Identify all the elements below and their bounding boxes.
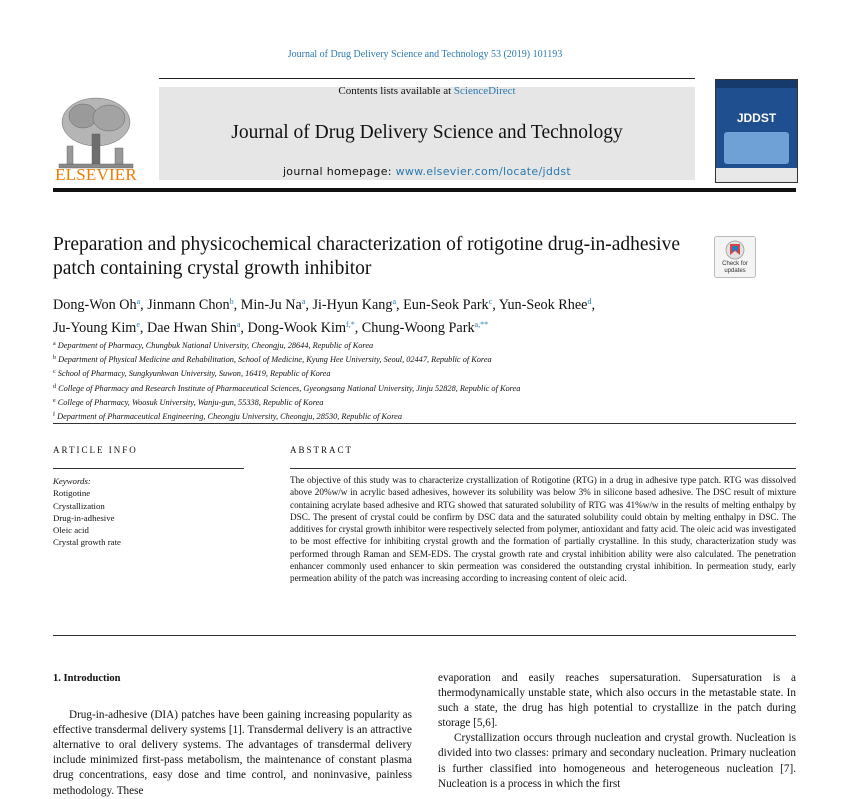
journal-homepage-line — [159, 165, 695, 178]
author[interactable]: Dae Hwan Shin$^a$ — [146, 320, 241, 336]
paragraph: Drug-in-adhesive (DIA) patches have been gaining increasing popularity as effective transdermal delivery systems [1]. Transdermal delivery is an attractive alternative to oral delivery systems. The advantages of transdermal delivery include minimized first-pass metabolism, the maintenance of constant plasma drug concentrations, easy dose and time control, and noninvasive, painless methodology. These — [53, 709, 412, 797]
cover-title: JDDST — [736, 111, 777, 125]
keyword: Rotigotine — [53, 488, 91, 499]
affiliation: $^a$ Department of Pharmacy, Chungbuk National University, Cheongju, 28644, Republic of Korea — [53, 341, 374, 350]
affiliation-list — [53, 338, 753, 423]
body-column-right — [438, 671, 796, 792]
abstract-heading: ABSTRACT — [290, 445, 354, 455]
sciencedirect-link[interactable]: ScienceDirect — [453, 85, 516, 97]
author[interactable]: Eun-Seok Park$^c$ — [403, 297, 493, 313]
journal-banner — [159, 87, 695, 180]
author[interactable]: Min-Ju Na$^a$ — [240, 297, 306, 313]
keywords-label: Keywords: — [53, 476, 91, 486]
author[interactable]: Dong-Wook Kim$^{f,*}$ — [247, 320, 355, 336]
author[interactable]: Chung-Woong Park$^{a,**}$ — [361, 320, 489, 336]
affiliation: $^d$ College of Pharmacy and Research Institute of Pharmaceutical Sciences, Gyeongsang National University, Jinju 52828, Republic of Korea — [53, 383, 521, 393]
body-column-left — [53, 671, 412, 799]
author[interactable]: Yun-Seok Rhee$^d$ — [498, 297, 592, 313]
author[interactable]: Ji-Hyun Kang$^a$ — [312, 297, 397, 313]
homepage-prefix: journal homepage: — [282, 165, 396, 178]
contents-available-line — [159, 85, 695, 97]
check-for-updates-badge[interactable] — [714, 236, 756, 278]
affiliation: $^b$ Department of Physical Medicine and Rehabilitation, School of Medicine, Kyung Hee University, Seoul, 02447, Republic of Korea — [53, 355, 492, 365]
article-title: Preparation and physicochemical characterization of rotigotine drug-in-adhesive patch containing crystal growth inhibitor — [53, 234, 680, 279]
keyword: Oleic acid — [53, 525, 89, 536]
affiliation: $^e$ College of Pharmacy, Woosuk University, Wanju-gun, 55338, Republic of Korea — [53, 397, 324, 407]
section-rule — [53, 635, 796, 636]
journal-name: Journal of Drug Delivery Science and Technology — [231, 122, 623, 143]
abstract-rule — [290, 468, 796, 469]
header-bottom-rule — [53, 188, 796, 192]
journal-citation[interactable]: Journal of Drug Delivery Science and Technology 53 (2019) 101193 — [287, 49, 563, 60]
article-info-heading: ARTICLE INFO — [53, 445, 138, 455]
keyword: Crystal growth rate — [53, 537, 121, 548]
author[interactable]: Ju-Young Kim$^e$ — [53, 320, 140, 336]
crossmark-label-1: Check for — [722, 261, 748, 267]
homepage-link[interactable]: www.elsevier.com/locate/jddst — [395, 165, 572, 178]
affiliation: $^f$ Department of Pharmaceutical Engineering, Cheongju University, Cheongju, 28530, Republic of Korea — [53, 412, 402, 422]
author[interactable]: Dong-Won Oh$^a$ — [53, 297, 141, 313]
section-heading: 1. Introduction — [53, 673, 121, 684]
author-list: Dong-Won Oh$^a$, Jinmann Chon$^b$, Min-Ju Na$^a$, Ji-Hyun Kang$^a$, Eun-Seok Park$^c$, Yun-Seok Rhee$^d$, Ju-Young Kim$^e$, Dae Hwan Shin$^a$, Dong-Wook Kim$^{f,*}$, Chung-Woong Park$^{a,**}$ — [53, 297, 595, 336]
header-top-rule — [159, 78, 695, 79]
keyword: Crystallization — [53, 500, 105, 511]
affiliation: $^c$ School of Pharmacy, Sungkyunkwan University, Suwon, 16419, Republic of Korea — [53, 369, 331, 379]
paragraph: Crystallization occurs through nucleation and crystal growth. Nucleation is divided into two classes: primary and secondary nucleation. Primary nucleation is further classified into homogeneous and heterogeneous nucleation [7]. Nucleation is a process in which the first — [438, 732, 796, 790]
journal-cover-thumbnail[interactable] — [715, 79, 798, 183]
publisher-name[interactable]: ELSEVIER — [55, 165, 137, 184]
article-info-rule — [53, 468, 244, 469]
paragraph: evaporation and easily reaches supersaturation. Supersaturation is a thermodynamically unstable state, which also occurs in the metastable state. In such a state, the drug has high potential to crystallize in the patch during storage [5,6]. — [438, 672, 796, 730]
crossmark-icon — [715, 239, 755, 263]
abstract-text: The objective of this study was to characterize crystallization of Rotigotine (RTG) in a drug in adhesive type patch. RTG was dissolved above 20%w/w in acrylic based adhesives, however its solubility was below 3% in silicone based adhesive. The DSC result of mixture containing acrylate based adhesive and RTG showed that saturated solubility of RTG was 41%w/w in the results of melting enthalpy by DSC. The present of crystal could be confirm by DSC data and the saturated solubility could obtain by melting enthalpy in DSC. The additives for crystal growth inhibitor were respectively selected from polymer, antioxidant and fatty acid. The oleic acid was investigated to be most effective for inhibiting crystal growth and the formation of partially crystalline. In this study, characterization study was performed through Raman and SEM-EDS. The crystal growth rate and crystal inhibition ability were also calculated. The penetration enhancer commonly used enhancer to skin permeation was considered the outstanding crystal inhibition. In permeation study, early permeation ability of the patch was increasing according to increasing content of oleic acid. — [290, 475, 796, 584]
keyword: Drug-in-adhesive — [53, 512, 115, 523]
author[interactable]: Jinmann Chon$^b$ — [147, 297, 234, 313]
keywords-block — [53, 475, 243, 549]
contents-prefix: Contents lists available at — [338, 85, 454, 97]
section-rule — [53, 423, 796, 424]
crossmark-label-2: updates — [724, 268, 746, 274]
